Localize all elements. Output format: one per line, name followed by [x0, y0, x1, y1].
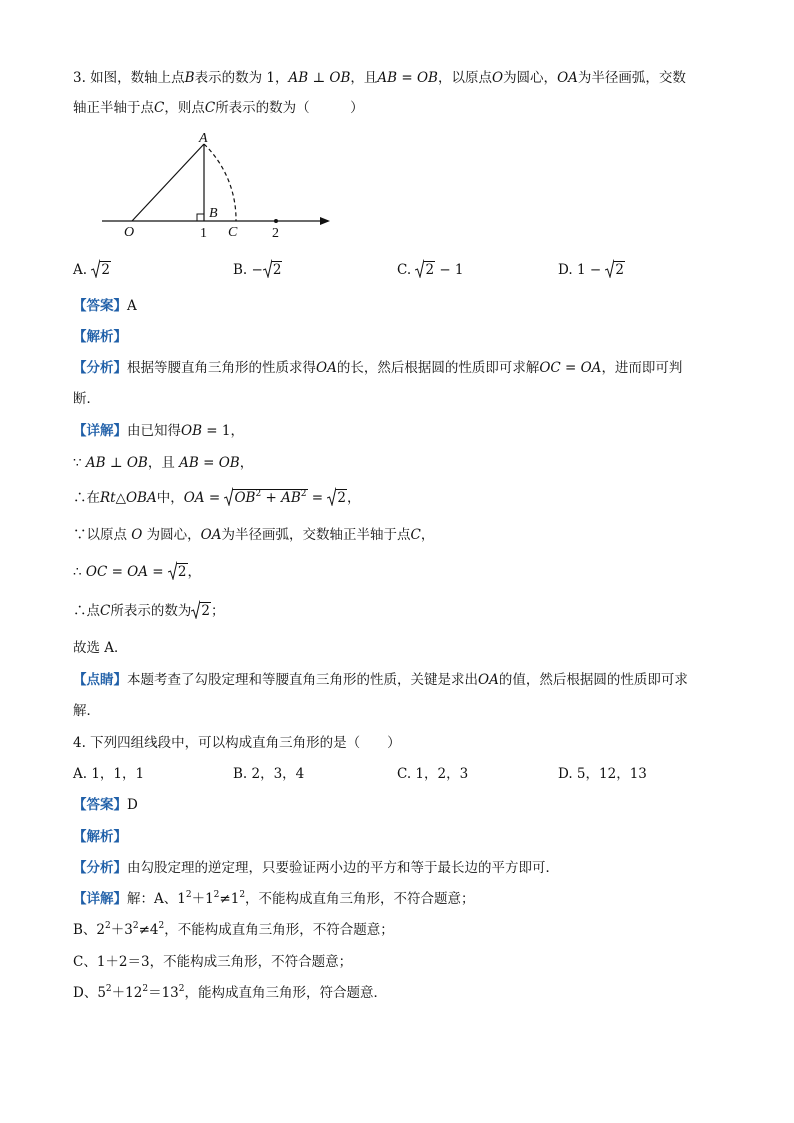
- q4-text: 4. 下列四组线段中，可以构成直角三角形的是（ ）: [73, 735, 401, 751]
- math-expr: OB: [234, 490, 256, 506]
- equals: =: [148, 564, 168, 580]
- q4-option-b: [233, 764, 304, 784]
- q3-text: ，则点: [164, 100, 205, 116]
- q4-text: 解：A、1: [127, 891, 186, 907]
- label-b: B: [209, 206, 218, 221]
- radicand: [233, 489, 307, 506]
- point-c: C: [204, 100, 216, 116]
- q4-option-c: [397, 764, 468, 784]
- math-expr: AB ⊥ OB: [85, 455, 148, 471]
- sqrt-expr: [91, 260, 111, 280]
- exponent: 2: [105, 984, 112, 994]
- answer-value: D: [127, 797, 138, 813]
- option-letter: D.: [558, 262, 573, 278]
- xiangjie-tag: 【详解】: [73, 891, 127, 907]
- q4-text: ，不能构成直角三角形，不符合题意；: [164, 922, 394, 938]
- q3-text: 所表示的数为: [110, 603, 192, 619]
- radicand: 2: [272, 262, 282, 278]
- label-o: O: [124, 225, 135, 240]
- triangle-name: Rt△OBA: [100, 490, 157, 506]
- q3-text: 本题考查了勾股定理和等腰直角三角形的性质，关键是求出: [127, 672, 478, 688]
- q3-text: 为圆心，: [142, 527, 201, 543]
- q4-text: ＋1: [191, 891, 214, 907]
- therefore-sign: ∴点: [73, 603, 100, 619]
- q3-option-b: [233, 260, 282, 280]
- fenxi-tag: 【分析】: [73, 860, 127, 876]
- label-2: 2: [272, 226, 279, 241]
- q4-text: C、1＋2＝3，不能构成三角形，不符合题意；: [73, 954, 353, 970]
- segment-oa-line: [132, 144, 204, 221]
- dianjing-tag: 【点睛】: [73, 672, 127, 688]
- q3-dianjing-line1: [73, 670, 688, 690]
- q4-text: ＋12: [111, 985, 143, 1001]
- xiangjie-tag: 【详解】: [73, 423, 127, 439]
- q3-fenxi-line1: [73, 358, 682, 378]
- q3-analysis-heading: [73, 327, 127, 347]
- q3-text: ，: [420, 527, 435, 543]
- exponent: 2: [300, 489, 307, 499]
- q3-text: ，且: [350, 70, 378, 86]
- equals: =: [204, 490, 225, 506]
- point-o: O: [491, 70, 504, 86]
- q4-analysis-heading: [73, 827, 127, 847]
- sqrt-expr: [263, 260, 283, 280]
- radical-icon: [327, 487, 336, 506]
- option-letter: A.: [73, 262, 88, 278]
- q3-text: 为圆心，: [503, 70, 558, 86]
- q3-detail-6: [73, 601, 224, 621]
- fenxi-tag: 【分析】: [73, 360, 127, 376]
- q4-text: ＋3: [110, 922, 133, 938]
- math-expr: AB = OB: [179, 455, 240, 471]
- radical-icon: [91, 259, 100, 278]
- radical-icon: [415, 259, 424, 278]
- q4-detail-d: [73, 983, 387, 1003]
- minus-sign: −: [251, 262, 263, 278]
- q4-text: ≠1: [219, 891, 240, 907]
- label-c: C: [228, 225, 238, 240]
- equals: =: [307, 490, 328, 506]
- q4-text: 由勾股定理的逆定理，只要验证两小边的平方和等于最长边的平方即可．: [127, 860, 559, 876]
- q3-text: 所表示的数为（ ）: [215, 100, 364, 116]
- q3-text: 轴正半轴于点: [73, 100, 154, 116]
- radicand: 2: [615, 262, 625, 278]
- radicand: 2: [337, 490, 346, 506]
- radical-icon: [263, 259, 272, 278]
- radical-icon: [168, 561, 177, 580]
- q3-answer: [73, 296, 137, 316]
- point-c: C: [154, 100, 165, 116]
- option-letter: C.: [397, 262, 412, 278]
- math-expr: AB = OB: [377, 70, 438, 86]
- option-letter: B.: [233, 262, 248, 278]
- q3-text: ∵以原点: [73, 527, 132, 543]
- q3-detail-3: [73, 488, 361, 508]
- label-1: 1: [200, 226, 207, 241]
- plus: +: [261, 490, 282, 506]
- sqrt-expr: [224, 488, 307, 508]
- sqrt-expr: [605, 260, 625, 280]
- answer-tag: 【答案】: [73, 298, 127, 314]
- q4-answer: [73, 795, 138, 815]
- q3-text: 中，: [156, 490, 184, 506]
- option-text: D. 5，12，13: [558, 766, 647, 782]
- q3-text: 表示的数为 1，: [194, 70, 289, 86]
- q4-option-d: [558, 764, 647, 784]
- radicand: 2: [177, 564, 187, 580]
- math-expr: AB: [281, 490, 301, 506]
- q4-fenxi: [73, 858, 559, 878]
- q3-text: 为半径画弧，交数: [577, 70, 686, 86]
- q3-text: ，且: [147, 455, 180, 471]
- q3-text: ，: [239, 455, 254, 471]
- therefore-sign: ∴在: [73, 490, 100, 506]
- q3-detail-1: [73, 421, 244, 441]
- q3-detail-4: [73, 525, 434, 545]
- q3-text: 3. 如图，数轴上点: [73, 70, 185, 86]
- exponent: 2: [185, 890, 192, 900]
- q3-text: 故选 A．: [73, 640, 128, 656]
- q4-detail-a: [73, 889, 475, 909]
- math-expr: OA: [316, 360, 337, 376]
- radical-icon: [224, 487, 233, 506]
- radical-icon: [605, 259, 614, 278]
- segment-oa: OA: [478, 672, 499, 688]
- answer-value: A: [127, 298, 137, 314]
- math-expr: AB ⊥ OB: [288, 70, 351, 86]
- sqrt-expr: [415, 260, 435, 280]
- q3-text: 为半径画弧，交数轴正半轴于点: [221, 527, 411, 543]
- math-expr: OA: [183, 490, 205, 506]
- option-text: A. 1，1，1: [73, 766, 145, 782]
- q3-stem-line1: [73, 68, 686, 88]
- math-expr: OC = OA: [85, 564, 148, 580]
- q3-text: 断．: [73, 391, 100, 407]
- q4-text: B、2: [73, 922, 106, 938]
- q3-text: ；: [210, 603, 225, 619]
- minus-one: − 1: [435, 262, 464, 278]
- math-expr: OB: [181, 423, 202, 439]
- q3-detail-5: [73, 562, 201, 582]
- sqrt-expr: [168, 562, 188, 582]
- q3-detail-7: [73, 638, 128, 658]
- exponent: 2: [105, 921, 111, 931]
- right-angle-mark: [197, 214, 204, 221]
- option-text: B. 2，3，4: [233, 766, 305, 782]
- option-text: C. 1，2，3: [397, 766, 469, 782]
- point-c: C: [100, 603, 111, 619]
- q4-text: ＝13: [148, 985, 179, 1001]
- q3-text: 的值，然后根据圆的性质即可求: [498, 672, 688, 688]
- axis-arrow: [320, 217, 330, 225]
- q4-option-a: [73, 764, 144, 784]
- q4-text: ≠4: [138, 922, 159, 938]
- tick-point-2: [274, 219, 278, 223]
- q3-text: 的长，然后根据圆的性质即可求解: [336, 360, 540, 376]
- exponent: 2: [213, 890, 220, 900]
- q4-text: D、5: [73, 985, 106, 1001]
- segment-oa: OA: [200, 527, 222, 543]
- q3-dianjing-line2: [73, 701, 100, 721]
- analysis-tag: 【解析】: [73, 329, 127, 345]
- q4-detail-c: [73, 952, 352, 972]
- answer-tag: 【答案】: [73, 797, 127, 813]
- sqrt-expr: [327, 488, 347, 508]
- math-expr: OC = OA: [539, 360, 602, 376]
- q3-option-c: [397, 260, 464, 280]
- q4-text: ，能构成直角三角形，符合题意．: [184, 985, 387, 1001]
- because-sign: ∵: [73, 455, 86, 471]
- exponent: 2: [132, 921, 139, 931]
- exponent: 2: [239, 890, 246, 900]
- q4-stem: [73, 733, 401, 753]
- q3-text: ，: [187, 564, 201, 580]
- label-a: A: [199, 131, 208, 146]
- q3-text: ，: [347, 490, 361, 506]
- radical-icon: [191, 600, 200, 619]
- number-line-figure: [90, 128, 350, 246]
- point-b: B: [184, 70, 195, 86]
- therefore-sign: ∴: [73, 564, 86, 580]
- radicand: 2: [101, 262, 110, 278]
- sqrt-expr: [191, 601, 211, 621]
- q3-option-a: [73, 260, 111, 280]
- q4-detail-b: [73, 920, 394, 940]
- one-minus: 1 −: [576, 262, 606, 278]
- point-o: O: [131, 527, 143, 543]
- exponent: 2: [255, 489, 262, 499]
- q3-text: 由已知得: [127, 423, 181, 439]
- q3-text: = 1，: [202, 423, 244, 439]
- exponent: 2: [142, 984, 149, 994]
- q3-text: 解．: [73, 703, 100, 719]
- q3-text: ，进而即可判: [601, 360, 683, 376]
- q3-fenxi-line2: [73, 389, 100, 409]
- q3-text: 根据等腰直角三角形的性质求得: [127, 360, 316, 376]
- point-c: C: [410, 527, 421, 543]
- segment-oa: OA: [557, 70, 578, 86]
- q3-option-d: [558, 260, 625, 280]
- q4-text: ，不能构成直角三角形，不符合题意；: [245, 891, 475, 907]
- exponent: 2: [158, 921, 165, 931]
- radicand: 2: [425, 262, 435, 278]
- analysis-tag: 【解析】: [73, 829, 127, 845]
- q3-text: ，以原点: [437, 70, 492, 86]
- exponent: 2: [178, 984, 185, 994]
- radicand: 2: [201, 603, 210, 619]
- q3-detail-2: [73, 453, 253, 473]
- q3-stem-line2: [73, 98, 364, 118]
